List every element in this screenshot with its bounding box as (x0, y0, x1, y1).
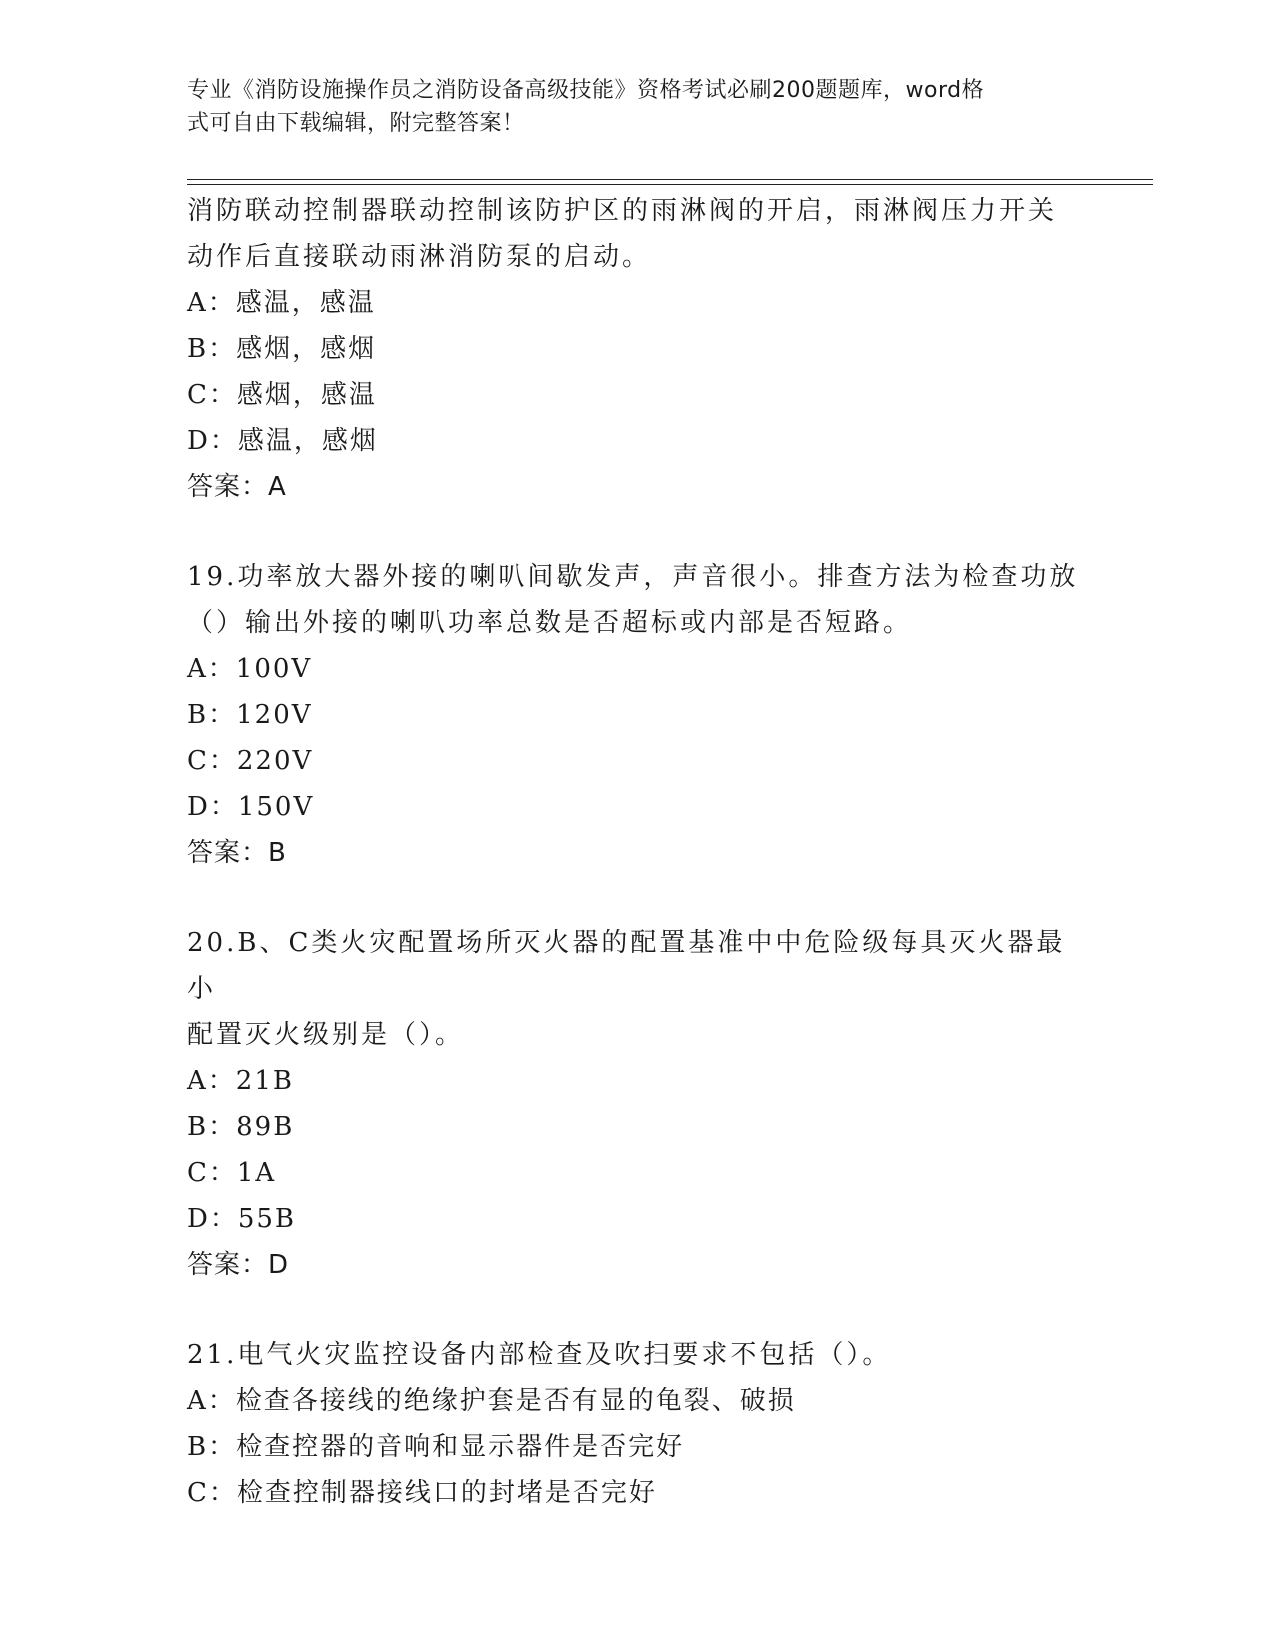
option-a: A：100V (187, 654, 313, 684)
option-a: A：21B (187, 1066, 294, 1096)
option-b: B：89B (187, 1112, 295, 1142)
question-text-line: 动作后直接联动雨淋消防泵的启动。 (187, 242, 652, 272)
header-line-1: 专业《消防设施操作员之消防设备高级技能》资格考试必刷200题题库，word格 (187, 78, 985, 103)
question-text-line: 配置灭火级别是（）。 (187, 1020, 465, 1050)
option-b: B：120V (187, 700, 313, 730)
question-21 (187, 1332, 1087, 1516)
document-header (187, 74, 1087, 140)
question-18 (187, 188, 1087, 510)
option-d: D：55B (187, 1204, 297, 1234)
question-20 (187, 920, 1087, 1288)
option-c: C：1A (187, 1158, 277, 1188)
question-19 (187, 554, 1087, 876)
answer: 答案：A (187, 472, 287, 502)
header-divider-top (187, 179, 1153, 180)
option-c: C：感烟，感温 (187, 380, 377, 410)
question-text-line: 19.功率放大器外接的喇叭间歇发声，声音很小。排查方法为检查功放 (187, 562, 1079, 592)
option-b: B：感烟，感烟 (187, 334, 377, 364)
option-d: D：感温，感烟 (187, 426, 378, 456)
question-text-line: （）输出外接的喇叭功率总数是否超标或内部是否短路。 (187, 608, 913, 638)
option-c: C：220V (187, 746, 314, 776)
option-a: A：感温，感温 (187, 288, 376, 318)
option-a: A：检查各接线的绝缘护套是否有显的龟裂、破损 (187, 1386, 796, 1416)
answer: 答案：D (187, 1250, 290, 1280)
option-b: B：检查控器的音响和显示器件是否完好 (187, 1432, 685, 1462)
question-text-line: 20.B、C类火灾配置场所灭火器的配置基准中中危险级每具灭火器最小 (187, 928, 1066, 1004)
option-c: C：检查控制器接线口的封堵是否完好 (187, 1478, 657, 1508)
question-text-line: 消防联动控制器联动控制该防护区的雨淋阀的开启，雨淋阀压力开关 (187, 196, 1058, 226)
header-divider-bottom (187, 184, 1153, 185)
option-d: D：150V (187, 792, 315, 822)
answer: 答案：B (187, 838, 287, 868)
question-list (187, 188, 1087, 1516)
question-text-line: 21.电气火灾监控设备内部检查及吹扫要求不包括（）。 (187, 1340, 892, 1370)
header-line-2: 式可自由下载编辑，附完整答案！ (187, 111, 525, 136)
